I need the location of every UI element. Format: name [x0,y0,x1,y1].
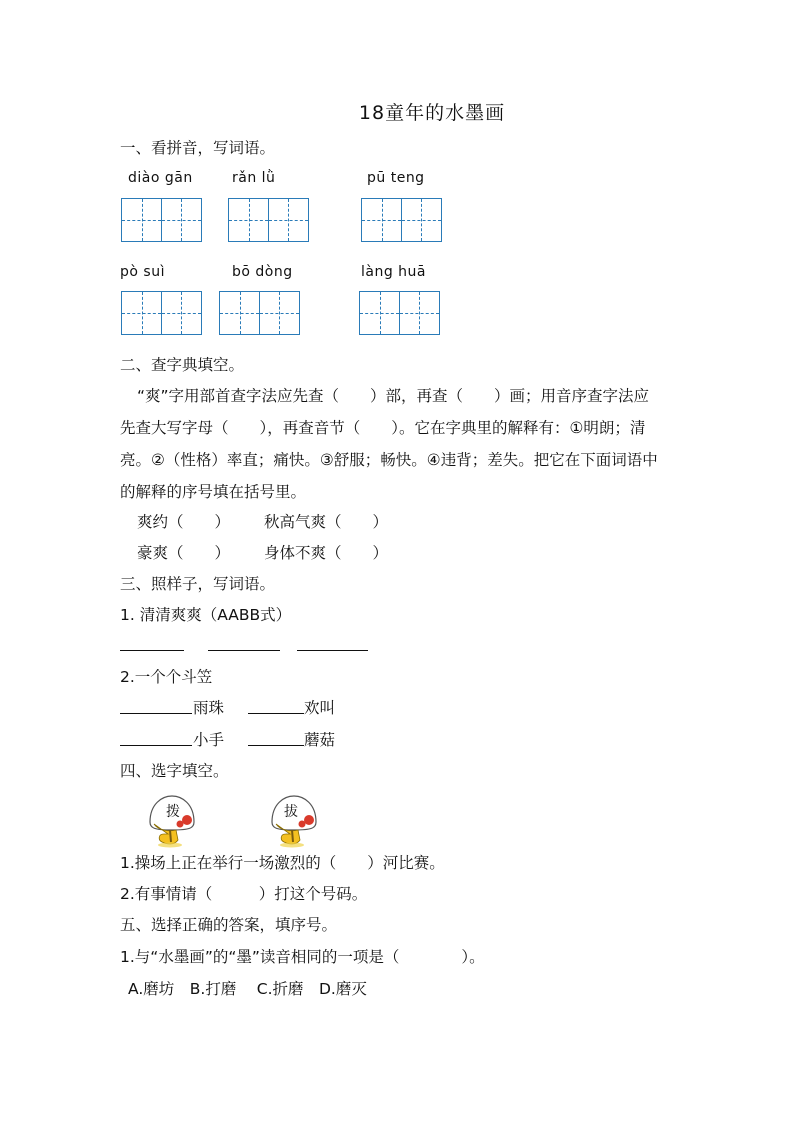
pinyin-5: bō dòng [232,264,293,280]
page-title: 18童年的水墨画 [358,102,506,124]
pinyin-6: làng huā [361,264,427,280]
writing-grid-2[interactable] [228,198,307,242]
question-4-1: 1.操场上正在举行一场激烈的（ ）河比赛。 [120,854,445,872]
answer-blank[interactable] [208,650,280,651]
writing-grid-1[interactable] [121,198,200,242]
pinyin-1: diào gān [128,170,193,186]
question-4-2: 2.有事情请（ ）打这个号码。 [120,885,368,903]
blank-suffix-3: 小手 [193,731,225,749]
mushroom-char-2: 拔 [284,804,298,820]
question-5-1: 1.与“水墨画”的“墨”读音相同的一项是（ ）。 [120,948,485,966]
answer-blank[interactable] [248,745,304,746]
pinyin-4: pò suì [120,264,165,280]
mushroom-icon [144,794,200,850]
writing-grid-6[interactable] [359,291,438,335]
mushroom-icon [266,794,322,850]
blank-suffix-2: 欢叫 [304,699,336,717]
section-1-heading: 一、看拼音，写词语。 [120,139,276,157]
question-3-1: 1. 清清爽爽（AABB式） [120,606,292,624]
writing-grid-5[interactable] [219,291,298,335]
section-3-heading: 三、照样子，写词语。 [120,575,276,593]
section-5-heading: 五、选择正确的答案，填序号。 [120,916,338,934]
blank-suffix-1: 雨珠 [193,699,225,717]
word-item-1: 爽约（ ） [137,513,231,531]
answer-options: A.磨坊 B.打磨 C.折磨 D.磨灭 [128,980,367,998]
section-2-heading: 二、查字典填空。 [120,356,245,374]
dictionary-paragraph-line-1: “爽”字用部首查字法应先查（ ）部，再查（ ）画；用音序查字法应 [137,387,650,405]
dictionary-paragraph-line-2: 先查大写字母（ ），再查音节（ ）。它在字典里的解释有：①明朗；清 [120,419,646,437]
pinyin-2: rǎn lǜ [232,170,276,186]
answer-blank[interactable] [248,713,304,714]
dictionary-paragraph-line-3: 亮。②（性格）率直；痛快。③舒服；畅快。④违背；差失。把它在下面词语中 [120,451,658,469]
blank-suffix-4: 蘑菇 [304,731,336,749]
writing-grid-4[interactable] [121,291,200,335]
word-item-4: 身体不爽（ ） [264,544,389,562]
pinyin-3: pū teng [367,170,425,186]
answer-blank[interactable] [120,745,192,746]
writing-grid-3[interactable] [361,198,440,242]
word-item-2: 秋高气爽（ ） [264,513,389,531]
answer-blank[interactable] [120,650,184,651]
answer-blank[interactable] [297,650,368,651]
word-item-3: 豪爽（ ） [137,544,231,562]
question-3-2: 2.一个个斗笠 [120,668,213,686]
answer-blank[interactable] [120,713,192,714]
dictionary-paragraph-line-4: 的解释的序号填在括号里。 [120,483,307,501]
section-4-heading: 四、选字填空。 [120,762,229,780]
mushroom-char-1: 拨 [166,804,180,820]
